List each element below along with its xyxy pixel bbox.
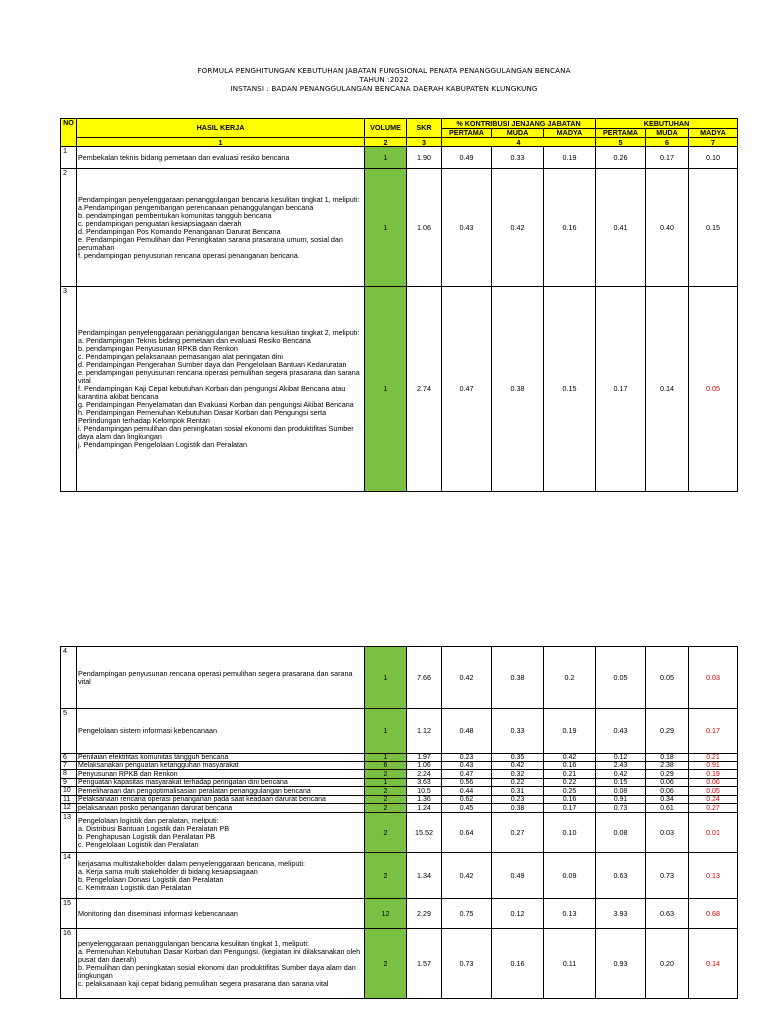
table-kebutuhan-part2 [60,646,738,999]
table-row [61,762,738,770]
row-kontribusi-muda: 0.49 [492,853,544,899]
table-kebutuhan-part1 [60,118,738,492]
row-kebutuhan-pertama: 0.05 [596,647,646,709]
row-skr: 1.90 [407,147,442,169]
row-kontribusi-pertama: 0.48 [442,709,492,754]
table-row [61,899,738,929]
table-row [61,147,738,169]
row-kebutuhan-pertama: 0.17 [596,287,646,492]
row-volume: 2 [365,929,407,999]
row-kebutuhan-pertama: 0.43 [596,709,646,754]
row-number: 12 [61,804,77,813]
col-header-hasil-kerja: HASIL KERJA [77,119,365,138]
col-number-5: 5 [596,138,646,147]
row-kontribusi-pertama: 0.43 [442,169,492,287]
row-kontribusi-pertama: 0.64 [442,813,492,853]
row-kebutuhan-muda: 0.29 [646,709,689,754]
row-volume: 1 [365,147,407,169]
row-kebutuhan-madya: 0.10 [689,147,738,169]
row-kontribusi-madya: 0.16 [544,796,596,804]
row-kebutuhan-muda: 0.17 [646,147,689,169]
row-kontribusi-muda: 0.12 [492,899,544,929]
row-hasil-kerja: penyelenggaraan penanggulangan bencana kesulitan tingkat 1, meliputi: a. Pemenuhan Kebutuhan Dasar Korban dan Pengungsi. (kegiatan ini dilaksanakan oleh pusat dan daerah) b. Pemulihan dan peningkatan sosial ekonomi dan produktifitas Sumber daya alam dan lingkungan c. pelaksanaan kaji cepat bidang pemulihan segera prasarana dan sarana vital [77,929,365,999]
row-kebutuhan-madya: 0.14 [689,929,738,999]
row-number: 3 [61,287,77,492]
row-number: 8 [61,770,77,779]
row-hasil-kerja: Penyusunan RPKB dan Renkon [77,770,365,779]
row-volume: 2 [365,804,407,813]
row-kebutuhan-pertama: 0.91 [596,796,646,804]
row-volume: 12 [365,899,407,929]
table-row [61,804,738,813]
row-kontribusi-muda: 0.31 [492,787,544,796]
row-kebutuhan-muda: 0.06 [646,779,689,787]
row-volume: 2 [365,853,407,899]
row-skr: 15.52 [407,813,442,853]
col-header-kebutuhan-madya: MADYA [689,129,738,138]
table-row [61,709,738,754]
table-row [61,787,738,796]
row-hasil-kerja: Melaksanakan penguatan ketangguhan masyarakat [77,762,365,770]
col-number-6: 6 [646,138,689,147]
row-kontribusi-pertama: 0.44 [442,787,492,796]
row-hasil-kerja: Pengelolaan sistem informasi kebencanaan [77,709,365,754]
col-header-kontribusi-muda: MUDA [492,129,544,138]
row-kebutuhan-madya: 0.15 [689,169,738,287]
row-kontribusi-pertama: 0.56 [442,779,492,787]
row-hasil-kerja: Pendampingan penyusunan rencana operasi pemulihan segera prasarana dan sarana vital [77,647,365,709]
row-kebutuhan-pertama: 0.08 [596,787,646,796]
row-volume: 2 [365,796,407,804]
row-number: 4 [61,647,77,709]
row-kebutuhan-muda: 0.14 [646,287,689,492]
row-kontribusi-pertama: 0.47 [442,287,492,492]
row-kebutuhan-madya: 0.19 [689,770,738,779]
row-kontribusi-madya: 0.09 [544,853,596,899]
row-kebutuhan-pertama: 0.08 [596,813,646,853]
row-kontribusi-muda: 0.42 [492,762,544,770]
row-kontribusi-muda: 0.23 [492,796,544,804]
row-kontribusi-madya: 0.16 [544,169,596,287]
row-hasil-kerja: Monitoring dan diseminasi informasi kebencanaan [77,899,365,929]
row-number: 16 [61,929,77,999]
row-kontribusi-madya: 0.17 [544,804,596,813]
row-kontribusi-madya: 0.2 [544,647,596,709]
document-year: TAHUN :2022 [359,75,409,84]
row-kebutuhan-muda: 0.06 [646,787,689,796]
row-skr: 2.74 [407,287,442,492]
col-number-1: 1 [77,138,365,147]
row-kebutuhan-madya: 0.21 [689,754,738,762]
table-row [61,813,738,853]
row-kebutuhan-pertama: 0.15 [596,779,646,787]
col-header-kontribusi-madya: MADYA [544,129,596,138]
row-skr: 10.5 [407,787,442,796]
row-skr: 3.63 [407,779,442,787]
row-kontribusi-madya: 0.15 [544,287,596,492]
row-kontribusi-madya: 0.42 [544,754,596,762]
row-kontribusi-pertama: 0.43 [442,762,492,770]
row-skr: 1.36 [407,796,442,804]
row-kontribusi-muda: 0.16 [492,929,544,999]
row-kebutuhan-madya: 0.05 [689,287,738,492]
row-number: 9 [61,779,77,787]
col-number-4: 4 [442,138,596,147]
row-kontribusi-madya: 0.19 [544,147,596,169]
row-volume: 1 [365,169,407,287]
row-kebutuhan-muda: 0.63 [646,899,689,929]
row-kontribusi-muda: 0.22 [492,779,544,787]
row-volume: 2 [365,813,407,853]
row-skr: 1.97 [407,754,442,762]
row-kebutuhan-madya: 0.68 [689,899,738,929]
table-row [61,754,738,762]
row-kontribusi-muda: 0.38 [492,647,544,709]
col-header-kebutuhan-muda: MUDA [646,129,689,138]
row-kebutuhan-pertama: 0.42 [596,770,646,779]
row-kebutuhan-muda: 2.38 [646,762,689,770]
col-number-7: 7 [689,138,738,147]
row-kebutuhan-muda: 0.34 [646,796,689,804]
row-kontribusi-muda: 0.42 [492,169,544,287]
row-number: 10 [61,787,77,796]
row-skr: 1.06 [407,169,442,287]
row-kontribusi-madya: 0.16 [544,762,596,770]
row-kebutuhan-muda: 0.29 [646,770,689,779]
row-kontribusi-pertama: 0.75 [442,899,492,929]
row-hasil-kerja: pelaksanaan posko penanganan darurat bencana [77,804,365,813]
table-row [61,853,738,899]
row-number: 13 [61,813,77,853]
row-kebutuhan-pertama: 0.12 [596,754,646,762]
row-hasil-kerja: Pengelolaan logistik dan peralatan, meliputi: a. Distribusi Bantuan Logistik dan Peralatan PB b. Penghapusan Logistik dan Peralatan PB c. Pengelolaan Logistik dan Peralatan [77,813,365,853]
row-kontribusi-pertama: 0.49 [442,147,492,169]
row-kontribusi-madya: 0.21 [544,770,596,779]
row-kontribusi-muda: 0.33 [492,147,544,169]
col-header-kebutuhan-pertama: PERTAMA [596,129,646,138]
row-kebutuhan-pertama: 2.43 [596,762,646,770]
row-hasil-kerja: Pembekalan teknis bidang pemetaan dan evaluasi resiko bencana [77,147,365,169]
row-hasil-kerja: Penilaian efektifitas komunitas tangguh bencana [77,754,365,762]
row-kebutuhan-muda: 0.40 [646,169,689,287]
row-number: 6 [61,754,77,762]
row-skr: 7.66 [407,647,442,709]
table-row [61,169,738,287]
row-skr: 2.29 [407,899,442,929]
row-volume: 1 [365,287,407,492]
row-kontribusi-madya: 0.11 [544,929,596,999]
row-volume: 2 [365,787,407,796]
row-skr: 1.34 [407,853,442,899]
row-hasil-kerja: Pemeliharaan dan pengoptimalisasian peralatan penanggulangan bencana [77,787,365,796]
row-volume: 1 [365,754,407,762]
row-kebutuhan-muda: 0.61 [646,804,689,813]
row-kontribusi-muda: 0.33 [492,709,544,754]
col-number-3: 3 [407,138,442,147]
row-kontribusi-muda: 0.32 [492,770,544,779]
table-row [61,647,738,709]
row-kontribusi-madya: 0.10 [544,813,596,853]
row-kontribusi-muda: 0.38 [492,287,544,492]
row-kebutuhan-pertama: 0.41 [596,169,646,287]
row-number: 11 [61,796,77,804]
table-row [61,779,738,787]
table-row [61,287,738,492]
row-number: 7 [61,762,77,770]
row-number: 15 [61,899,77,929]
row-number: 2 [61,169,77,287]
row-kebutuhan-madya: 0.24 [689,796,738,804]
row-hasil-kerja: kerjasama multistakeholder dalam penyelenggaraan bencana, meliputi: a. Kerja sama multi stakeholder di bidang kesiapsiagaan b. Pengelolaan Donasi Logistik dan Peralatan c. Kemitraan Logistik dan Peralatan [77,853,365,899]
col-header-volume: VOLUME [365,119,407,138]
row-hasil-kerja: Pelaksanaan rencana operasi penanganan pada saat keadaan darurat bencana [77,796,365,804]
row-kebutuhan-pertama: 0.73 [596,804,646,813]
document-title: FORMULA PENGHITUNGAN KEBUTUHAN JABATAN FUNGSIONAL PENATA PENANGGULANGAN BENCANA [197,66,571,75]
row-kebutuhan-madya: 0.13 [689,853,738,899]
row-kebutuhan-pertama: 0.63 [596,853,646,899]
col-header-kebutuhan: KEBUTUHAN [596,119,738,129]
row-kebutuhan-madya: 0.03 [689,647,738,709]
row-volume: 1 [365,647,407,709]
row-kebutuhan-muda: 0.05 [646,647,689,709]
row-kebutuhan-muda: 0.03 [646,813,689,853]
row-kontribusi-pertama: 0.73 [442,929,492,999]
document-institution: INSTANSI : BADAN PENANGGULANGAN BENCANA DAERAH KABUPATEN KLUNGKUNG [230,84,538,93]
col-header-kontribusi: % KONTRIBUSI JENJANG JABATAN [442,119,596,129]
row-hasil-kerja: Pendampingan penyelenggaraan penanggulangan bencana kesulitan tingkat 1, meliputi: a.Pendampingan pengembangan perencanaan penanggulangan bencana b. pendampingan pembentukan komunitas tangguh bencana c. pendampingan penguatan kesiapsiagaan daerah d. Pendampingan Pos Komando Penanganan Darurat Bencana e. Pendampingan Pemulihan dan Peningkatan sarana prasarana umum, sosial dan perumahan f. pendampingan penyusunan rencana operasi penanganan bencana. [77,169,365,287]
row-kontribusi-madya: 0.19 [544,709,596,754]
row-number: 1 [61,147,77,169]
row-kebutuhan-pertama: 3.93 [596,899,646,929]
row-number: 5 [61,709,77,754]
row-volume: 1 [365,779,407,787]
row-kebutuhan-madya: 0.91 [689,762,738,770]
row-kebutuhan-madya: 0.05 [689,787,738,796]
row-kebutuhan-madya: 0.06 [689,779,738,787]
row-kebutuhan-muda: 0.73 [646,853,689,899]
row-kontribusi-pertama: 0.45 [442,804,492,813]
row-kontribusi-muda: 0.38 [492,804,544,813]
row-kontribusi-pertama: 0.42 [442,853,492,899]
row-kontribusi-pertama: 0.62 [442,796,492,804]
row-kontribusi-muda: 0.35 [492,754,544,762]
row-kontribusi-madya: 0.25 [544,787,596,796]
row-kontribusi-pertama: 0.42 [442,647,492,709]
row-skr: 1.24 [407,804,442,813]
col-header-kontribusi-pertama: PERTAMA [442,129,492,138]
row-hasil-kerja: Penguatan kapasitas masyarakat terhadap peringatan dini bencana [77,779,365,787]
row-hasil-kerja: Pendampingan penyelenggaraan penanggulangan bencana kesulitan tingkat 2, meliputi: a. Pendampingan Teknis bidang pemetaan dan evaluasi Resiko Bencana b. pendampingan Penyusunan RPKB dan Renkon c. Pendampingan pelaksanaan pemasangan alat peringatan dini d. Pendampingan Pengerahan Sumber daya dan Pengelolaan Bantuan Kedaruratan e. pendampingan penyusunan rencana operasi pemulihan segera prasarana dan sarana vital f. Pendampingan Kaji Cepat kebutuhan Korban dan pengungsi Akibat Bencana atau karantina akibat bencana g. Pendampingan Penyelamatan dan Evakuasi Korban dan pengungsi Akibat Bencana h. Pendampingan Pemenuhan Kebutuhan Dasar Korban dan Pengungsi serta Perlindungan terhadap Kelompok Rentan i. Pendampingan pemulihan dan peningkatan sosial ekonomi dan produktifitas Sumber daya alam dan lingkungan j. Pendampingan Pengelolaan Logistik dan Peralatan [77,287,365,492]
row-kontribusi-madya: 0.22 [544,779,596,787]
table-row [61,770,738,779]
row-kebutuhan-muda: 0.20 [646,929,689,999]
row-volume: 2 [365,770,407,779]
row-volume: 6 [365,762,407,770]
row-number: 14 [61,853,77,899]
row-kebutuhan-pertama: 0.93 [596,929,646,999]
col-header-no: NO [61,119,77,147]
row-kontribusi-madya: 0.13 [544,899,596,929]
row-skr: 1.12 [407,709,442,754]
row-skr: 1.06 [407,762,442,770]
row-kontribusi-pertama: 0.23 [442,754,492,762]
row-skr: 1.57 [407,929,442,999]
row-volume: 1 [365,709,407,754]
col-header-skr: SKR [407,119,442,138]
row-kebutuhan-madya: 0.17 [689,709,738,754]
row-kebutuhan-madya: 0.01 [689,813,738,853]
row-skr: 2.24 [407,770,442,779]
row-kontribusi-muda: 0.27 [492,813,544,853]
row-kebutuhan-madya: 0.27 [689,804,738,813]
row-kebutuhan-muda: 0.18 [646,754,689,762]
row-kebutuhan-pertama: 0.26 [596,147,646,169]
table-row [61,929,738,999]
row-kontribusi-pertama: 0.47 [442,770,492,779]
table-row [61,796,738,804]
col-number-2: 2 [365,138,407,147]
